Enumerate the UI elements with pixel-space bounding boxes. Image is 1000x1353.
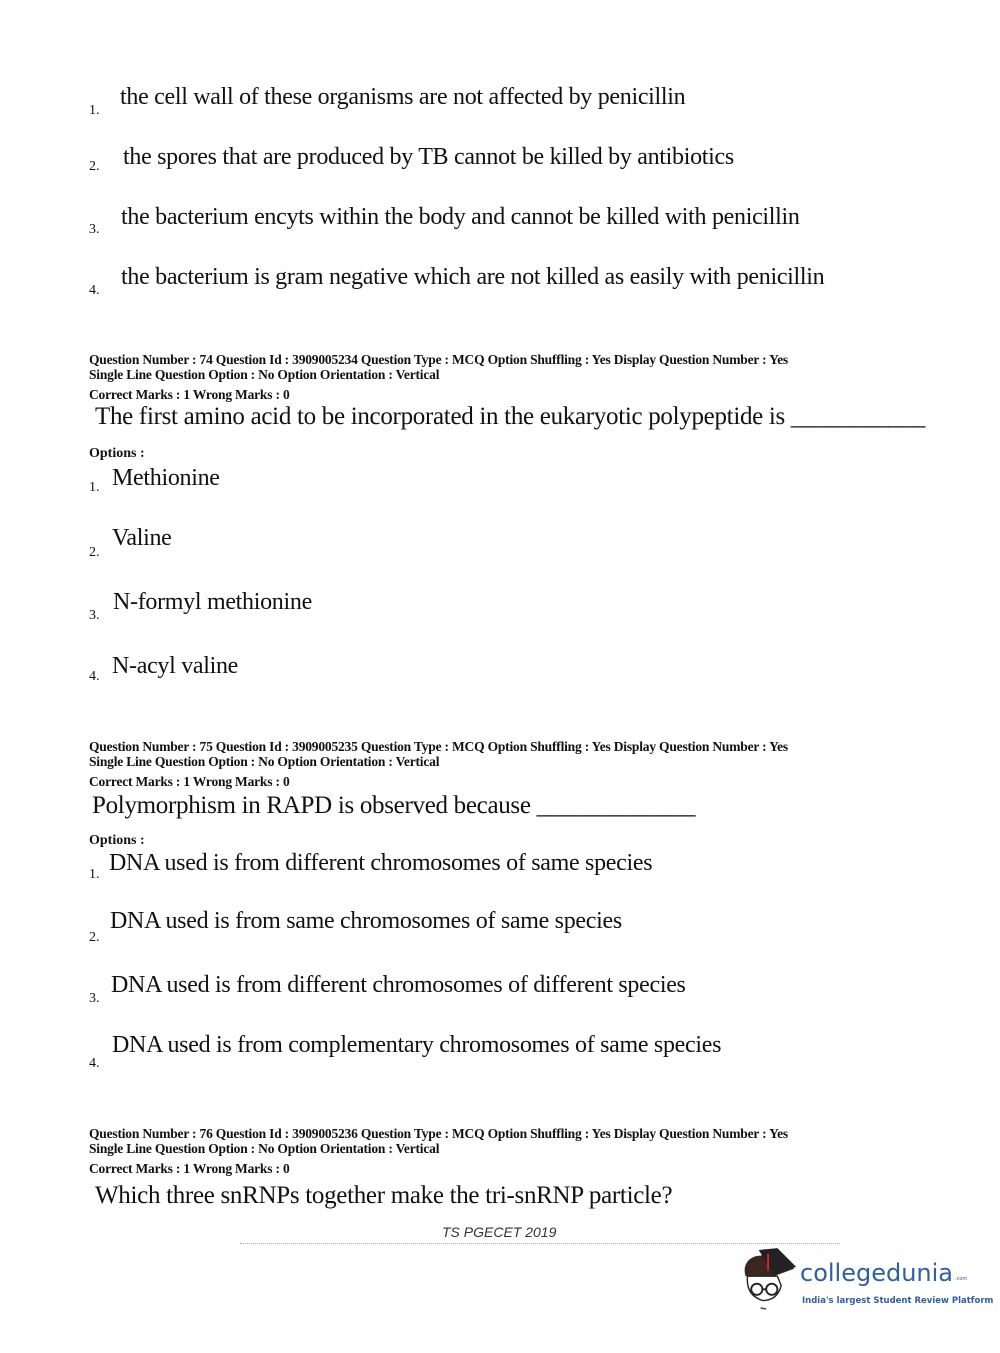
option-number: 3. (89, 991, 100, 1006)
option-number: 2. (89, 930, 100, 945)
question-meta: Single Line Question Option : No Option Orientation : Vertical (89, 367, 440, 382)
options-label: Options : (89, 833, 145, 848)
option-text: the bacterium is gram negative which are not killed as easily with penicillin (121, 264, 825, 290)
option-text: the bacterium encyts within the body and cannot be killed with penicillin (121, 204, 800, 230)
question-marks: Correct Marks : 1 Wrong Marks : 0 (89, 774, 290, 789)
option-text: the spores that are produced by TB cannot be killed by antibiotics (123, 144, 734, 170)
option-number: 4. (89, 283, 100, 298)
logo-wordmark (800, 1258, 967, 1288)
exam-footer: TS PGECET 2019 (442, 1224, 557, 1240)
logo-suffix: .com (955, 1276, 968, 1282)
logo-tagline: India's largest Student Review Platform (802, 1296, 994, 1306)
mascot-icon (740, 1246, 798, 1312)
question-meta: Single Line Question Option : No Option Orientation : Vertical (89, 754, 440, 769)
option-text: N-formyl methionine (113, 589, 312, 615)
option-number: 4. (89, 1056, 100, 1071)
question-meta: Question Number : 76 Question Id : 3909005236 Question Type : MCQ Option Shuffling : Yes Display Question Number : Yes (89, 1126, 788, 1141)
option-text: Methionine (112, 465, 220, 491)
option-number: 3. (89, 222, 100, 237)
option-text: DNA used is from complementary chromosomes of same species (112, 1032, 722, 1058)
collegedunia-logo (740, 1246, 994, 1316)
option-number: 4. (89, 669, 100, 684)
logo-name: collegedunia (800, 1259, 954, 1287)
footer-divider (240, 1243, 840, 1244)
option-number: 2. (89, 159, 100, 174)
question-text: Which three snRNPs together make the tri-snRNP particle? (95, 1182, 673, 1209)
question-text: The first amino acid to be incorporated in the eukaryotic polypeptide is ___________ (95, 403, 926, 430)
question-meta: Single Line Question Option : No Option Orientation : Vertical (89, 1141, 440, 1156)
question-meta: Question Number : 75 Question Id : 3909005235 Question Type : MCQ Option Shuffling : Yes Display Question Number : Yes (89, 739, 788, 754)
option-number: 1. (89, 103, 100, 118)
question-marks: Correct Marks : 1 Wrong Marks : 0 (89, 1161, 290, 1176)
option-text: Valine (112, 525, 172, 551)
options-label: Options : (89, 446, 145, 461)
option-number: 3. (89, 608, 100, 623)
question-meta: Question Number : 74 Question Id : 3909005234 Question Type : MCQ Option Shuffling : Yes Display Question Number : Yes (89, 352, 788, 367)
option-text: DNA used is from different chromosomes of different species (111, 972, 686, 998)
option-number: 2. (89, 545, 100, 560)
option-text: N-acyl valine (112, 653, 239, 679)
question-text: Polymorphism in RAPD is observed because _____________ (92, 792, 696, 819)
option-number: 1. (89, 867, 100, 882)
question-marks: Correct Marks : 1 Wrong Marks : 0 (89, 387, 290, 402)
option-text: the cell wall of these organisms are not affected by penicillin (120, 84, 686, 110)
option-number: 1. (89, 480, 100, 495)
option-text: DNA used is from same chromosomes of same species (110, 908, 622, 934)
option-text: DNA used is from different chromosomes of same species (109, 850, 653, 876)
